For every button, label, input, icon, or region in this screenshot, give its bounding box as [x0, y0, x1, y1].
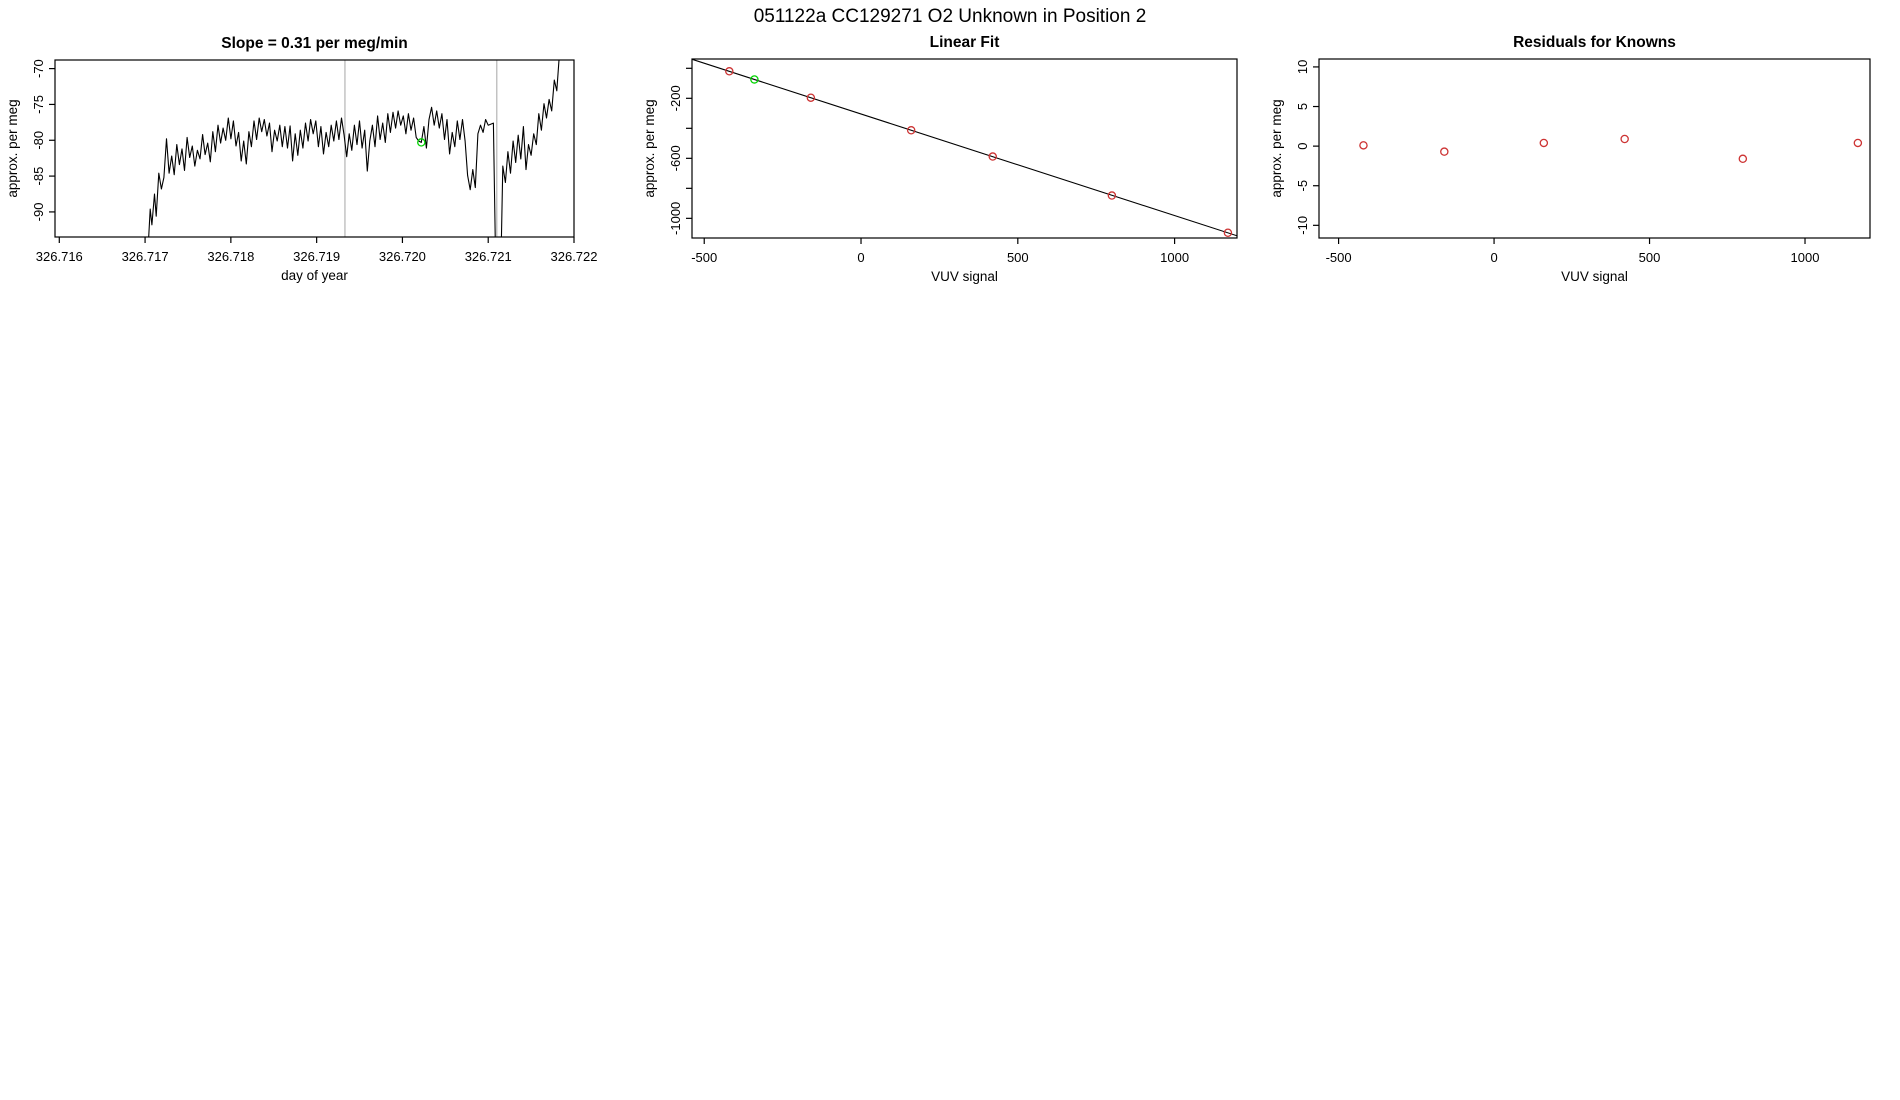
plot-area — [692, 59, 1237, 236]
known-point — [1854, 139, 1861, 146]
y-axis-label: approx. per meg — [1269, 99, 1284, 198]
x-tick-label: 1000 — [1160, 250, 1190, 265]
x-tick-label: 326.718 — [207, 249, 255, 264]
y-tick-label: -75 — [31, 95, 46, 114]
y-tick-label: 0 — [1295, 142, 1310, 150]
x-tick-label: 326.716 — [35, 249, 83, 264]
x-tick-label: 326.719 — [293, 249, 341, 264]
x-tick-label: 326.717 — [121, 249, 169, 264]
known-point — [1739, 155, 1746, 162]
known-point — [1441, 148, 1448, 155]
y-tick-label: -200 — [668, 85, 683, 112]
x-tick-label: 500 — [1006, 250, 1029, 265]
y-tick-label: -70 — [31, 59, 46, 78]
x-axis-label: VUV signal — [931, 269, 998, 284]
panel-frame — [55, 60, 574, 237]
panel-3 — [1269, 34, 1870, 284]
panel-title: Residuals for Knowns — [1513, 34, 1676, 51]
x-axis-label: VUV signal — [1561, 269, 1628, 284]
x-tick-label: 500 — [1638, 250, 1661, 265]
x-tick-label: 326.722 — [550, 249, 598, 264]
panel-title: Slope = 0.31 per meg/min — [221, 35, 408, 52]
x-tick-label: -500 — [1325, 250, 1352, 265]
fit-line — [692, 59, 1237, 236]
x-tick-label: 0 — [1490, 250, 1498, 265]
y-tick-label: 5 — [1295, 102, 1310, 111]
y-axis-label: approx. per meg — [642, 99, 657, 198]
y-tick-label: 10 — [1295, 59, 1310, 75]
x-tick-label: 0 — [857, 250, 865, 265]
panel-title: Linear Fit — [929, 34, 1000, 51]
y-tick-label: -10 — [1295, 215, 1310, 235]
x-tick-label: -500 — [691, 250, 718, 265]
panel-2 — [642, 34, 1237, 284]
y-axis-label: approx. per meg — [5, 99, 20, 198]
main-title: 051122a CC129271 O2 Unknown in Position 2 — [753, 6, 1147, 27]
y-tick-label: -85 — [31, 166, 46, 186]
plot-area — [1360, 135, 1862, 162]
known-point — [1540, 139, 1547, 146]
panel-frame — [1319, 59, 1870, 238]
known-point — [1360, 142, 1367, 149]
known-point — [1621, 135, 1628, 142]
y-tick-label: -1000 — [668, 201, 683, 235]
y-tick-label: -90 — [31, 202, 46, 222]
x-axis-label: day of year — [281, 268, 348, 283]
y-tick-label: -5 — [1295, 179, 1310, 192]
y-tick-label: -80 — [31, 130, 46, 150]
x-tick-label: 326.720 — [378, 249, 426, 264]
panel-1 — [5, 26, 598, 283]
x-tick-label: 1000 — [1790, 250, 1820, 265]
y-tick-label: -600 — [668, 145, 683, 172]
x-tick-label: 326.721 — [464, 249, 512, 264]
